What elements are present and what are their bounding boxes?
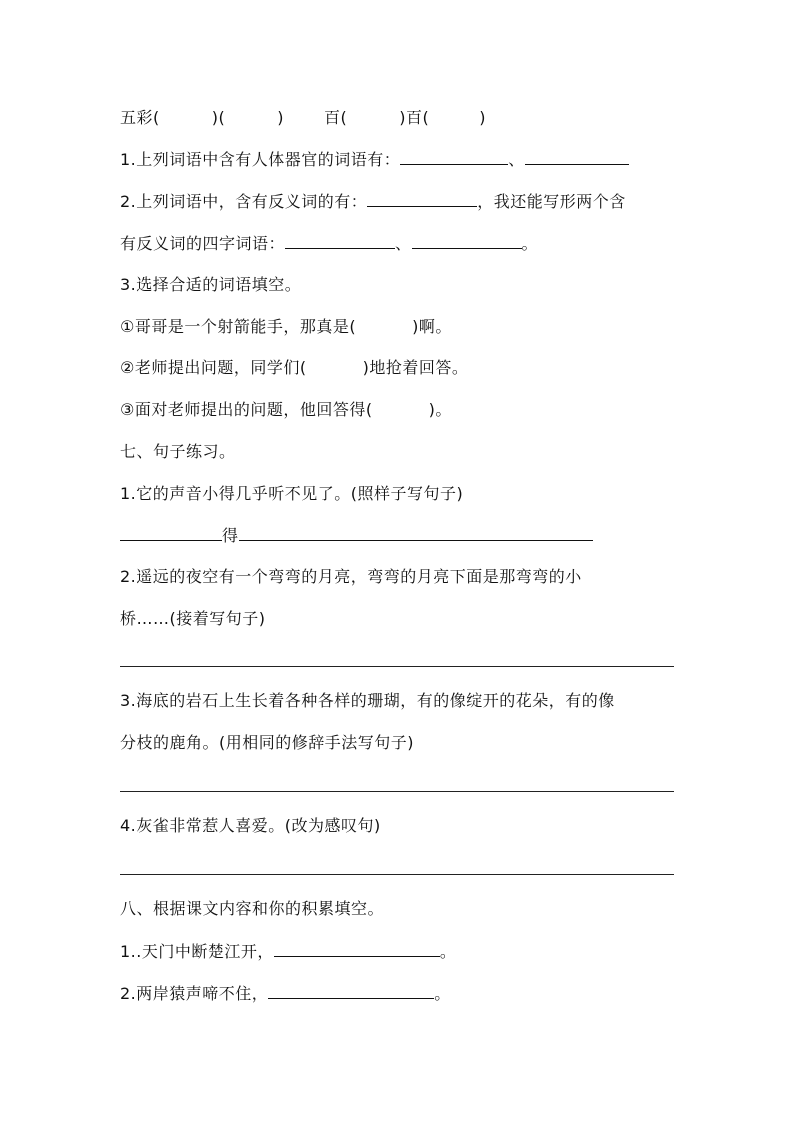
- answer-blank[interactable]: [525, 148, 629, 165]
- fill-item-3-text: ③面对老师提出的问题，他回答得(: [120, 400, 373, 419]
- answer-line[interactable]: [120, 791, 674, 792]
- paren-separator: )(: [211, 108, 226, 127]
- question-2-text-cont: ，我还能写形两个含: [477, 192, 626, 211]
- sentence-task-2-cont: 桥……(接着写句子): [120, 609, 266, 628]
- question-2-text-line2: 有反义词的四字词语：: [120, 234, 286, 253]
- period: 。: [434, 984, 451, 1003]
- question-1-row: [120, 148, 680, 171]
- separator-dun: 、: [508, 150, 525, 169]
- answer-blank[interactable]: [120, 524, 222, 541]
- word-fill-row: [120, 107, 680, 129]
- answer-blank[interactable]: [367, 190, 477, 207]
- poem-fill-2-text: 2.两岸猿声啼不住，: [120, 984, 269, 1003]
- section-8-heading: 八、根据课文内容和你的积累填空。: [120, 899, 385, 918]
- question-2-row-cont: [120, 232, 680, 255]
- period: 。: [439, 942, 457, 961]
- sentence-task-1: 1.它的声音小得几乎听不见了。(照样子写句子): [120, 484, 464, 503]
- fill-item-2: [120, 357, 680, 379]
- fill-item-1-text: ①哥哥是一个射箭能手，那真是(: [120, 317, 357, 336]
- word-prefix-bai-2: )百(: [399, 108, 430, 127]
- answer-blank[interactable]: [412, 232, 522, 249]
- de-char: 得: [222, 526, 239, 545]
- answer-line[interactable]: [120, 874, 674, 875]
- fill-item-3-end: )。: [428, 400, 452, 419]
- period: 。: [521, 234, 539, 253]
- answer-blank[interactable]: [285, 232, 395, 249]
- separator-dun: 、: [395, 234, 412, 253]
- sentence-task-3: 3.海底的岩石上生长着各种各样的珊瑚，有的像绽开的花朵，有的像: [120, 691, 615, 710]
- poem-fill-1: [120, 940, 680, 963]
- paren-close: ): [277, 108, 284, 127]
- answer-blank[interactable]: [400, 148, 508, 165]
- answer-blank[interactable]: [239, 524, 593, 541]
- sentence-task-4: 4.灰雀非常惹人喜爱。(改为感叹句): [120, 816, 381, 835]
- question-1-text: 1.上列词语中含有人体器官的词语有：: [120, 150, 401, 169]
- paren-close: ): [479, 108, 486, 127]
- fill-item-3: [120, 399, 680, 421]
- answer-blank[interactable]: [274, 940, 440, 957]
- section-7-heading: 七、句子练习。: [120, 442, 236, 461]
- word-prefix-bai: 百(: [323, 108, 348, 127]
- sentence-task-1-answer: [120, 524, 680, 547]
- fill-item-2-end: )地抢着回答。: [362, 358, 469, 377]
- poem-fill-1-text: 1..天门中断楚江开，: [120, 942, 274, 961]
- question-2-text: 2.上列词语中，含有反义词的有：: [120, 192, 368, 211]
- sentence-task-3-cont: 分枝的鹿角。(用相同的修辞手法写句子): [120, 733, 414, 752]
- answer-blank[interactable]: [268, 982, 434, 999]
- sentence-task-2: 2.遥远的夜空有一个弯弯的月亮，弯弯的月亮下面是那弯弯的小: [120, 567, 582, 586]
- question-3-text: 3.选择合适的词语填空。: [120, 275, 302, 294]
- fill-item-1: [120, 316, 680, 338]
- fill-item-1-end: )啊。: [412, 317, 452, 336]
- fill-item-2-text: ②老师提出问题，同学们(: [120, 358, 307, 377]
- word-prefix-wucai: 五彩(: [120, 108, 160, 127]
- answer-line[interactable]: [120, 666, 674, 667]
- question-2-row: [120, 190, 680, 213]
- poem-fill-2: [120, 982, 680, 1005]
